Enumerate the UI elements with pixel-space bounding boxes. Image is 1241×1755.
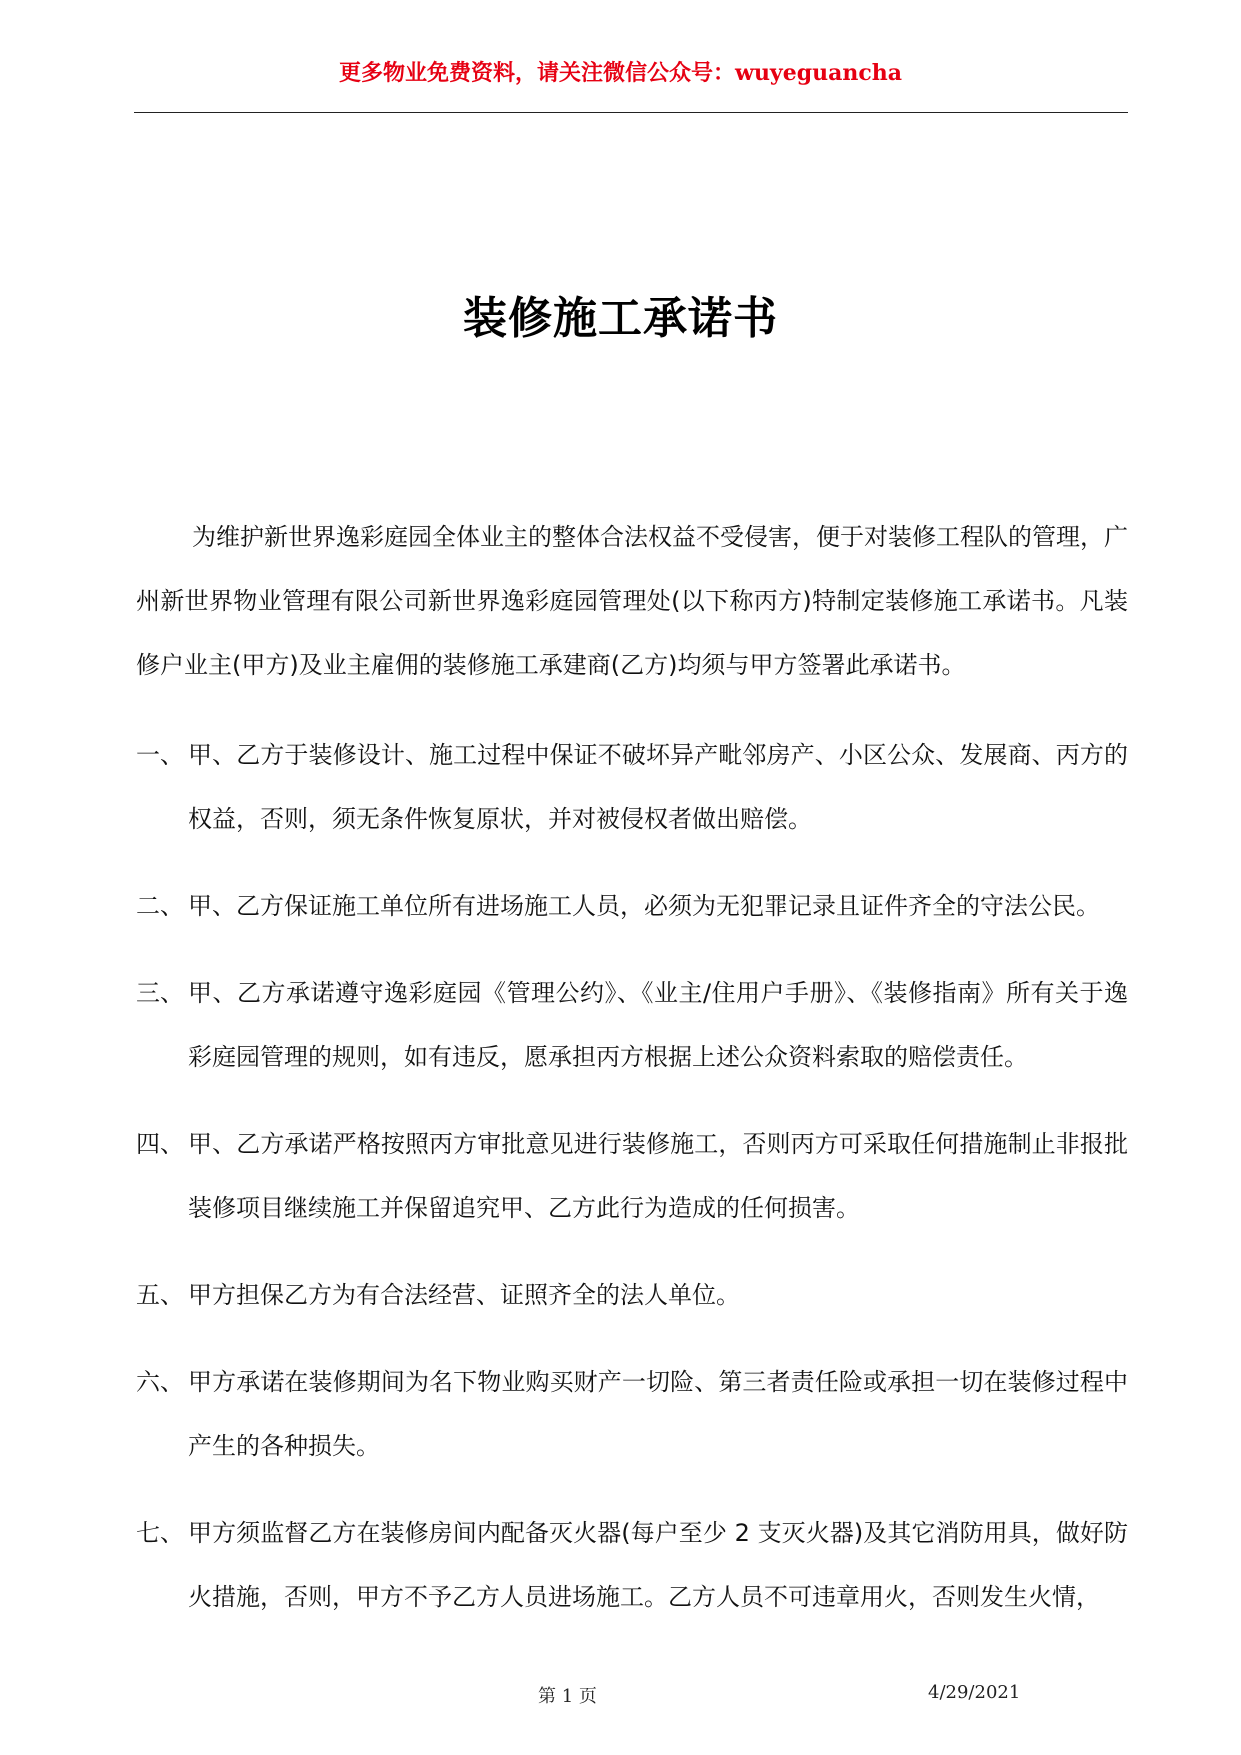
clause-text: 甲方担保乙方为有合法经营、证照齐全的法人单位。: [188, 1281, 740, 1309]
clause-text: 甲方须监督乙方在装修房间内配备灭火器(每户至少 2 支灭火器)及其它消防用具，做好防火措施，否则，甲方不予乙方人员进场施工。乙方人员不可违章用火，否则发生火情，: [188, 1519, 1128, 1611]
clause-text: 甲、乙方承诺遵守逸彩庭园《管理公约》、《业主/住用户手册》、《装修指南》所有关于逸彩庭园管理的规则，如有违反，愿承担丙方根据上述公众资料索取的赔偿责任。: [188, 979, 1128, 1071]
document-title: 装修施工承诺书: [463, 293, 778, 344]
clause-number: 五、: [136, 1281, 184, 1309]
intro-paragraph: [136, 505, 1128, 697]
clause-4: [136, 1112, 1128, 1240]
clause-number: 七、: [136, 1519, 184, 1547]
clause-text: 甲、乙方承诺严格按照丙方审批意见进行装修施工，否则丙方可采取任何措施制止非报批装修项目继续施工并保留追究甲、乙方此行为造成的任何损害。: [188, 1130, 1128, 1222]
clause-number: 一、: [136, 741, 184, 769]
clause-1: [136, 723, 1128, 851]
clause-2: [136, 874, 1128, 938]
clause-3: [136, 961, 1128, 1089]
clause-text: 甲方承诺在装修期间为名下物业购买财产一切险、第三者责任险或承担一切在装修过程中产生的各种损失。: [188, 1368, 1128, 1460]
clause-number: 六、: [136, 1368, 184, 1396]
clause-text: 甲、乙方于装修设计、施工过程中保证不破坏异产毗邻房产、小区公众、发展商、丙方的权益，否则，须无条件恢复原状，并对被侵权者做出赔偿。: [188, 741, 1128, 833]
clause-6: [136, 1350, 1128, 1478]
clause-number: 四、: [136, 1130, 184, 1158]
clause-list: [136, 723, 1128, 1652]
header-note: 更多物业免费资料，请关注微信公众号：wuyeguancha: [339, 60, 902, 86]
clause-text: 甲、乙方保证施工单位所有进场施工人员，必须为无犯罪记录且证件齐全的守法公民。: [188, 892, 1100, 920]
footer-date: 4/29/2021: [928, 1682, 1021, 1703]
intro-text: 为维护新世界逸彩庭园全体业主的整体合法权益不受侵害，便于对装修工程队的管理，广州新世界物业管理有限公司新世界逸彩庭园管理处(以下称丙方)特制定装修施工承诺书。凡装修户业主(甲方)及业主雇佣的装修施工承建商(乙方)均须与甲方签署此承诺书。: [136, 523, 1128, 679]
header-divider: [134, 112, 1128, 113]
page-number: 第 1 页: [538, 1686, 597, 1707]
clause-number: 三、: [136, 979, 184, 1007]
clause-5: [136, 1263, 1128, 1327]
clause-number: 二、: [136, 892, 184, 920]
clause-7: [136, 1501, 1128, 1629]
